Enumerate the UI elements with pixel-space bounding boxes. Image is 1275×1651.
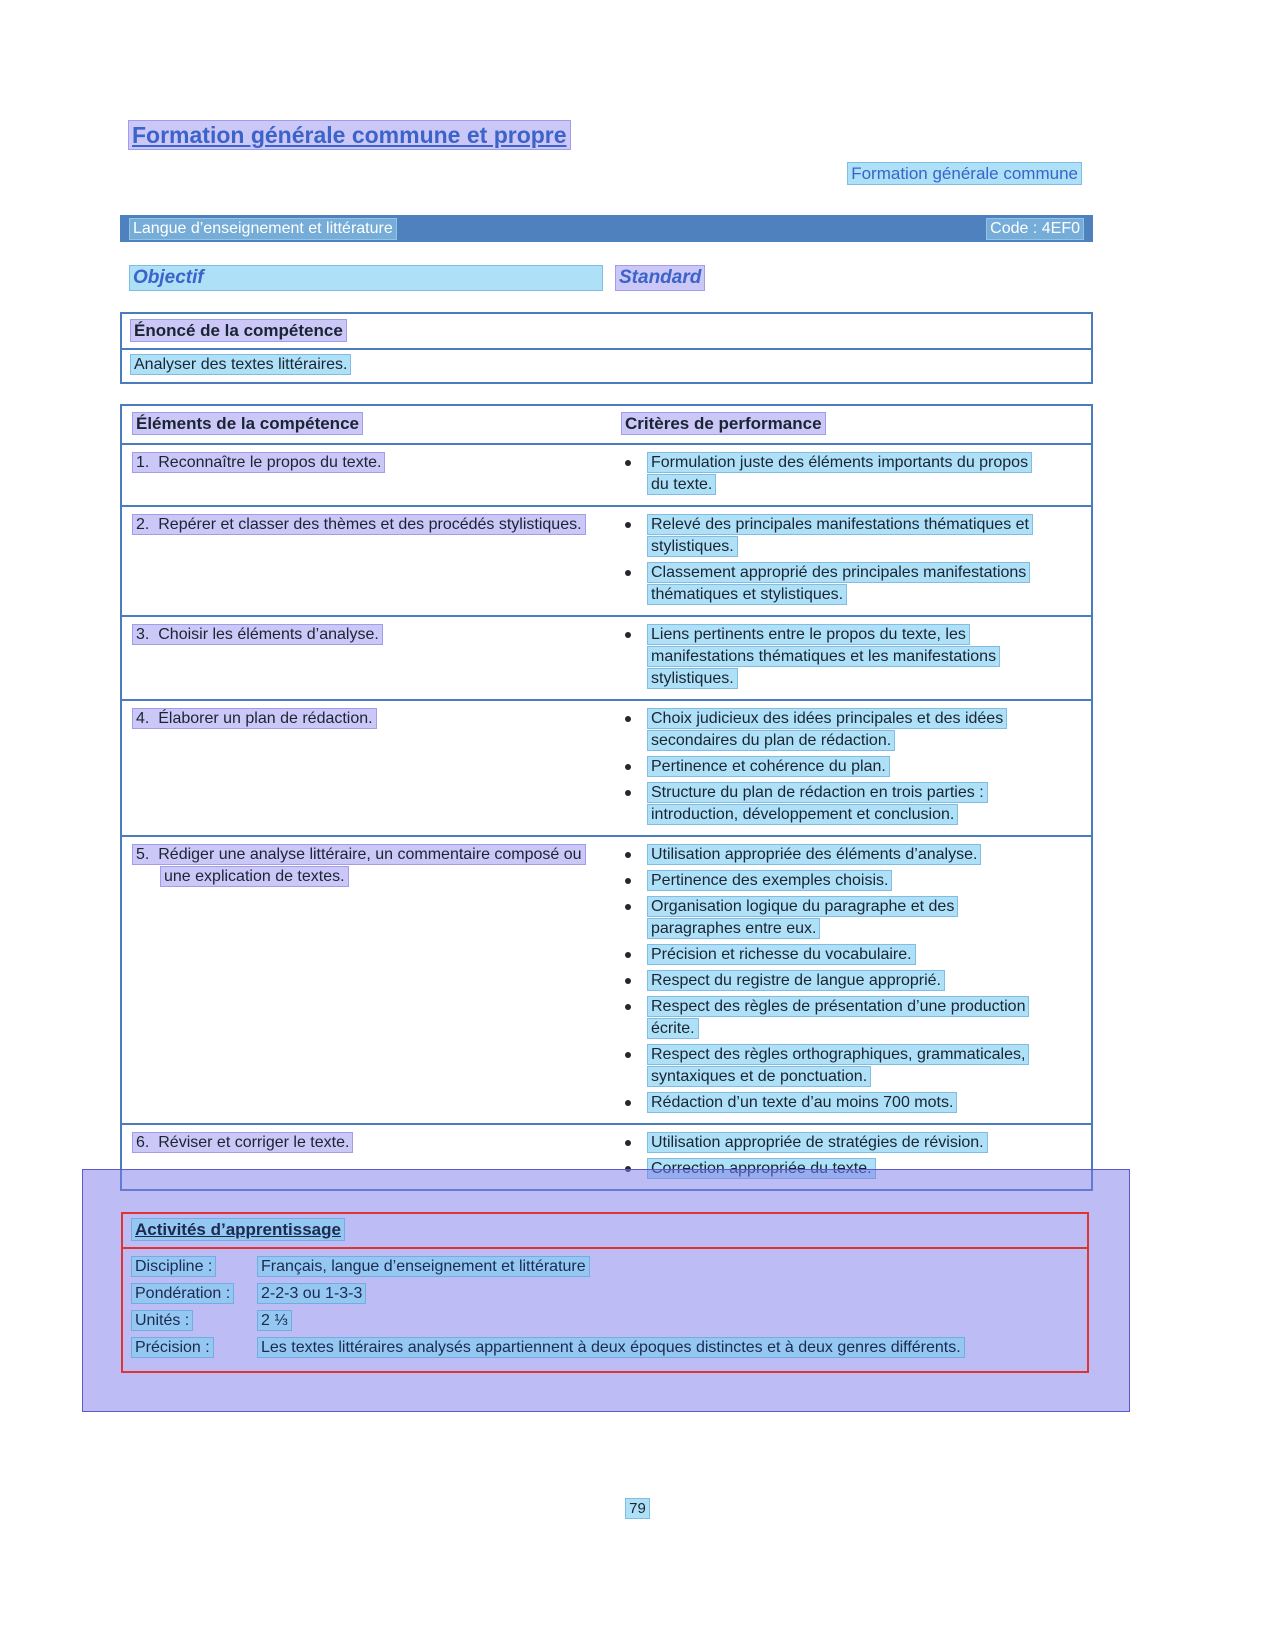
criterion-item xyxy=(625,896,1047,940)
criterion-item xyxy=(625,562,1047,606)
elements-header: Éléments de la compétence xyxy=(132,412,363,435)
criterion-item xyxy=(625,1044,1047,1088)
element-cell xyxy=(122,701,608,835)
field-value: Français, langue d’enseignement et littérature xyxy=(257,1256,1057,1278)
criterion-item xyxy=(625,944,1047,966)
bullet-icon xyxy=(625,1052,631,1058)
criterion-text: Rédaction d’un texte d’au moins 700 mots. xyxy=(647,1092,957,1113)
activity-field-row xyxy=(131,1256,1079,1278)
element-text: 1. Reconnaître le propos du texte. xyxy=(132,452,385,473)
competence-table xyxy=(120,404,1093,1191)
objectif-label: Objectif xyxy=(129,265,603,291)
subtitle-text: Formation générale commune xyxy=(847,162,1082,185)
element-text: 5. Rédiger une analyse littéraire, un commentaire composé ou une explication de textes. xyxy=(132,844,586,887)
field-value: Les textes littéraires analysés appartiennent à deux époques distinctes et à deux genres différents. xyxy=(257,1337,1057,1359)
criterion-text: Respect des règles de présentation d’une production écrite. xyxy=(647,996,1029,1039)
standard-label: Standard xyxy=(615,265,705,291)
criterion-item xyxy=(625,782,1047,826)
bullet-icon xyxy=(625,904,631,910)
activities-overlay-box xyxy=(82,1169,1130,1412)
element-cell xyxy=(122,837,608,1123)
bullet-icon xyxy=(625,952,631,958)
element-text: 6. Réviser et corriger le texte. xyxy=(132,1132,353,1153)
enonce-body-row xyxy=(122,350,1091,382)
activity-field-row xyxy=(131,1310,1079,1332)
criterion-text: Choix judicieux des idées principales et des idées secondaires du plan de rédaction. xyxy=(647,708,1007,751)
bullet-icon xyxy=(625,1004,631,1010)
section-code: Code : 4EF0 xyxy=(986,218,1084,240)
enonce-header: Énoncé de la compétence xyxy=(130,319,347,342)
criteria-cell xyxy=(608,445,1091,505)
criteria-header: Critères de performance xyxy=(621,412,826,435)
table-row xyxy=(122,507,1091,617)
enonce-header-row xyxy=(122,314,1091,350)
element-cell xyxy=(122,445,608,505)
criteria-header-cell xyxy=(608,406,1091,443)
criterion-item xyxy=(625,844,1047,866)
field-label: Précision : xyxy=(131,1337,257,1359)
criterion-text: Pertinence et cohérence du plan. xyxy=(647,756,890,777)
table-header-row xyxy=(122,406,1091,445)
field-label: Discipline : xyxy=(131,1256,257,1278)
criterion-text: Formulation juste des éléments importants du propos du texte. xyxy=(647,452,1032,495)
activities-header: Activités d’apprentissage xyxy=(131,1218,345,1241)
table-row xyxy=(122,617,1091,701)
bullet-icon xyxy=(625,570,631,576)
element-cell xyxy=(122,507,608,615)
criterion-text: Relevé des principales manifestations thématiques et stylistiques. xyxy=(647,514,1033,557)
field-value: 2 ⅓ xyxy=(257,1310,1057,1332)
bullet-icon xyxy=(625,522,631,528)
element-text: 4. Élaborer un plan de rédaction. xyxy=(132,708,377,729)
criterion-text: Organisation logique du paragraphe et des paragraphes entre eux. xyxy=(647,896,958,939)
page-number xyxy=(0,1500,1275,1517)
bullet-icon xyxy=(625,852,631,858)
criterion-text: Utilisation appropriée de stratégies de révision. xyxy=(647,1132,988,1153)
element-cell xyxy=(122,617,608,699)
criterion-item xyxy=(625,756,1047,778)
elements-header-cell xyxy=(122,406,608,443)
criterion-item xyxy=(625,996,1047,1040)
criterion-item xyxy=(625,1092,1047,1114)
criterion-text: Respect des règles orthographiques, grammaticales, syntaxiques et de ponctuation. xyxy=(647,1044,1029,1087)
element-text: 3. Choisir les éléments d’analyse. xyxy=(132,624,383,645)
field-value: 2-2-3 ou 1-3-3 xyxy=(257,1283,1057,1305)
bullet-icon xyxy=(625,632,631,638)
bullet-icon xyxy=(625,790,631,796)
criteria-cell xyxy=(608,701,1091,835)
criterion-item xyxy=(625,514,1047,558)
activity-field-row xyxy=(131,1337,1079,1359)
criterion-text: Structure du plan de rédaction en trois parties : introduction, développement et conclusion. xyxy=(647,782,988,825)
section-header-bar xyxy=(120,215,1093,242)
criteria-cell xyxy=(608,837,1091,1123)
criterion-text: Précision et richesse du vocabulaire. xyxy=(647,944,916,965)
table-row xyxy=(122,837,1091,1125)
table-row xyxy=(122,701,1091,837)
column-labels xyxy=(120,263,1093,295)
criterion-item xyxy=(625,708,1047,752)
criterion-text: Utilisation appropriée des éléments d’analyse. xyxy=(647,844,981,865)
bullet-icon xyxy=(625,1140,631,1146)
page-title xyxy=(128,122,571,149)
criterion-item xyxy=(625,870,1047,892)
competence-table-body xyxy=(122,445,1091,1189)
enonce-text: Analyser des textes littéraires. xyxy=(130,354,351,375)
criterion-item xyxy=(625,970,1047,992)
section-title: Langue d’enseignement et littérature xyxy=(129,218,397,240)
bullet-icon xyxy=(625,878,631,884)
criterion-text: Respect du registre de langue approprié. xyxy=(647,970,945,991)
page-title-text: Formation générale commune et propre xyxy=(128,120,571,150)
bullet-icon xyxy=(625,460,631,466)
field-label: Unités : xyxy=(131,1310,257,1332)
table-row xyxy=(122,445,1091,507)
criterion-item xyxy=(625,1132,1047,1154)
criterion-item xyxy=(625,624,1047,690)
bullet-icon xyxy=(625,978,631,984)
page-number-text: 79 xyxy=(625,1498,650,1519)
criterion-text: Classement approprié des principales manifestations thématiques et stylistiques. xyxy=(647,562,1030,605)
criteria-cell xyxy=(608,507,1091,615)
criterion-text: Pertinence des exemples choisis. xyxy=(647,870,892,891)
activities-fields xyxy=(123,1249,1087,1371)
criterion-text: Liens pertinents entre le propos du texte, les manifestations thématiques et les manifestations stylistiques. xyxy=(647,624,1000,689)
content-column xyxy=(82,312,1130,1412)
activities-header-row xyxy=(123,1214,1087,1249)
element-text: 2. Repérer et classer des thèmes et des procédés stylistiques. xyxy=(132,514,586,535)
bullet-icon xyxy=(625,1100,631,1106)
activities-box xyxy=(121,1212,1089,1373)
criterion-item xyxy=(625,452,1047,496)
enonce-box xyxy=(120,312,1093,384)
bullet-icon xyxy=(625,764,631,770)
subtitle xyxy=(600,164,1082,184)
field-label: Pondération : xyxy=(131,1283,257,1305)
activity-field-row xyxy=(131,1283,1079,1305)
criteria-cell xyxy=(608,617,1091,699)
bullet-icon xyxy=(625,716,631,722)
